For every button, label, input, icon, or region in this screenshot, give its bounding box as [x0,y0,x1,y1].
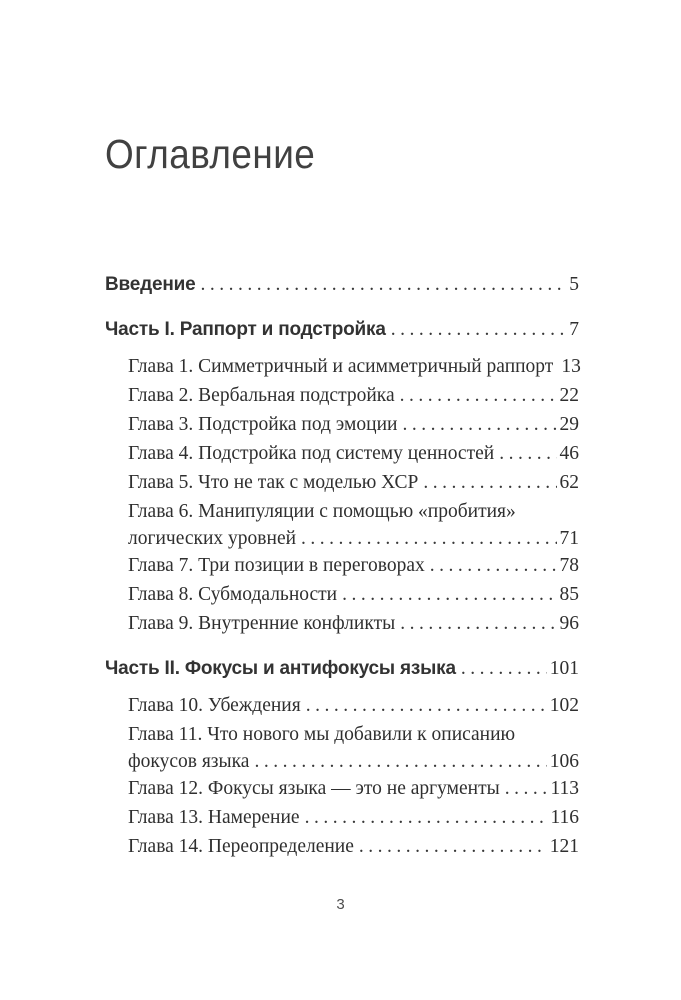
toc-entry-line [128,497,579,526]
toc-entry-label: Часть I. Раппорт и подстройка [105,319,386,340]
toc-entry-line [105,315,579,344]
toc-entry-line [128,774,579,803]
toc-entry [105,439,579,468]
toc-entry-continuation [128,749,579,774]
toc-entry-label: Глава 8. Субмодальности [128,584,338,605]
toc-entry-page: 96 [559,613,579,634]
toc-entry [105,315,579,344]
toc-entry [105,352,579,381]
toc-entry [105,270,579,299]
dot-leader [400,609,556,638]
toc-entry-line [128,352,579,381]
toc-entry-page: 22 [559,385,579,406]
toc-entry-page: 116 [550,807,579,828]
toc-entry-page: 46 [559,443,579,464]
toc-entry-label: Глава 10. Убеждения [128,695,301,716]
toc-entry-line [128,580,579,609]
dot-leader [391,315,567,344]
toc-entry-line [128,381,579,410]
toc-entry-label: Глава 12. Фокусы языка — это не аргументы [128,778,500,799]
toc-entry-page: 102 [549,695,579,716]
toc-entry-continuation [128,526,579,551]
toc-entry-page: 121 [549,836,579,857]
toc-entry-line [128,609,579,638]
dot-leader [402,410,556,439]
dot-leader [461,654,547,683]
toc-entry-label: Глава 9. Внутренние конфликты [128,613,396,634]
toc-entry-page: 106 [549,751,579,772]
toc-entry-page: 71 [559,528,579,549]
toc-entry-page: 29 [559,414,579,435]
toc-entry-line [128,439,579,468]
toc-entry-line [105,654,579,683]
toc-entry [105,410,579,439]
toc-entry-page: 78 [559,555,579,576]
toc-entry-line [128,691,579,720]
toc-entry-label: Глава 14. Переопределение [128,836,354,857]
toc-entry-label: Глава 6. Манипуляции с помощью «пробития» [128,501,516,522]
table-of-contents [105,270,579,861]
toc-entry [105,691,579,720]
toc-entry-label: Глава 1. Симметричный и асимметричный раппорт [128,356,554,377]
toc-entry [105,803,579,832]
toc-entry-line [128,720,579,749]
toc-entry-label: Глава 5. Что не так с моделью ХСР [128,472,419,493]
toc-entry [105,654,579,683]
dot-leader [301,526,556,551]
toc-entry-label: Глава 4. Подстройка под систему ценностей [128,443,495,464]
dot-leader [254,749,546,774]
toc-entry-line [105,270,579,299]
toc-entry-line [128,803,579,832]
toc-entry-label: Глава 13. Намерение [128,807,300,828]
toc-entry-label: Глава 2. Вербальная подстройка [128,385,395,406]
toc-entry-page: 5 [569,274,579,295]
dot-leader [505,774,548,803]
toc-entry-line [128,551,579,580]
dot-leader [499,439,556,468]
toc-entry [105,774,579,803]
toc-entry [105,468,579,497]
toc-entry-line [128,410,579,439]
toc-entry [105,551,579,580]
toc-entry-label: Глава 11. Что нового мы добавили к описанию [128,724,516,745]
dot-leader [430,551,557,580]
dot-leader [200,270,566,299]
dot-leader [423,468,556,497]
toc-entry [105,832,579,861]
page-title: Оглавление [105,131,316,177]
toc-entry-page: 62 [559,472,579,493]
dot-leader [305,803,548,832]
toc-entry-label: Часть II. Фокусы и антифокусы языка [105,658,456,679]
toc-entry [105,497,579,551]
toc-entry-page: 101 [549,658,579,679]
toc-entry [105,720,579,774]
toc-entry-label: Введение [105,274,196,295]
dot-leader [306,691,547,720]
toc-entry-page: 13 [561,356,581,377]
toc-entry-line [128,468,579,497]
toc-entry-label-continued: фокусов языка [128,751,250,772]
dot-leader [342,580,556,609]
toc-entry [105,609,579,638]
toc-entry-page: 113 [550,778,579,799]
dot-leader [359,832,547,861]
toc-entry-line [128,832,579,861]
toc-entry [105,580,579,609]
toc-entry-label: Глава 3. Подстройка под эмоции [128,414,398,435]
folio-page-number: 3 [336,896,345,913]
toc-entry-label-continued: логических уровней [128,528,297,549]
toc-entry-page: 7 [569,319,579,340]
toc-entry [105,381,579,410]
toc-entry-page: 85 [559,584,579,605]
dot-leader [400,381,557,410]
toc-entry-label: Глава 7. Три позиции в переговорах [128,555,425,576]
